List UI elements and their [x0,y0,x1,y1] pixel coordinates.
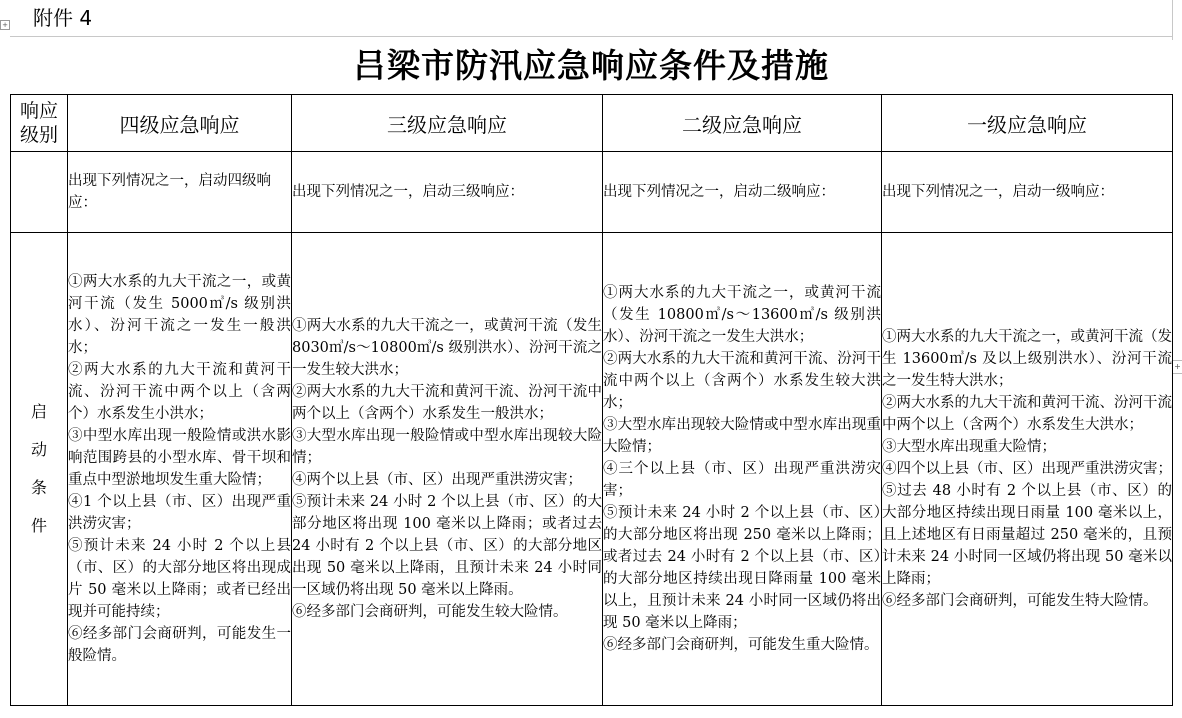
header-level-column [11,95,68,152]
intro-label-cell [11,152,68,233]
start-conditions-label [11,233,68,706]
condition-item: ⑤过去 48 小时有 2 个以上县（市、区）的大部分地区持续出现日雨量 100 毫米以上，且上述地区有日雨量超过 250 毫米的，且预计未来 24 小时同一区域仍将出现 50 毫米以上降雨； [882,483,1172,587]
intro-level-4: 出现下列情况之一，启动四级响应： [68,152,292,233]
condition-item: ②两大水系的九大干流和黄河干流、汾河干流中两个以上（含两个）水系发生较大洪水； [603,351,881,411]
condition-item: ①两大水系的九大干流之一，或黄河干流（发生 13600㎥/s 及以上级别洪水）、汾河干流之一发生特大洪水； [882,329,1172,389]
intro-level-3: 出现下列情况之一，启动三级响应： [292,152,603,233]
header-level-line-2: 级别 [19,124,58,146]
condition-item: ④四个以上县（市、区）出现严重洪涝灾害； [882,461,1172,477]
header-level-line-1: 响应 [19,100,58,122]
label-char-1: 启 [30,402,47,421]
condition-item: ⑤预计未来 24 小时 2 个以上县（市、区）的大部分地区将出现 100 毫米以上降雨；或者过去 24 小时有 2 个以上县（市、区）的大部分地区出现 50 毫米以上降雨，且预计未来 24 小时同一区域仍将出现 50 毫米以上降雨。 [292,494,602,598]
condition-item: ③大型水库出现较大险情或中型水库出现重大险情； [603,417,881,455]
header-level-1: 一级应急响应 [882,95,1173,152]
table-move-handle-icon[interactable]: + [0,20,10,30]
condition-item: ⑤预计未来 24 小时 2 个以上县（市、区）的大部分地区将出现成片 50 毫米以上降雨；或者已经出现并可能持续； [68,538,291,620]
condition-item: ③中型水库出现一般险情或洪水影响范围跨县的小型水库、骨干坝和重点中型淤地坝发生重大险情； [68,428,291,488]
conditions-level-4 [68,233,292,706]
condition-item: ④1 个以上县（市、区）出现严重洪涝灾害； [68,494,291,532]
intro-row [11,152,1173,233]
header-level-3: 三级应急响应 [292,95,603,152]
condition-item: ①两大水系的九大干流之一，或黄河干流（发生 10800㎥/s～13600㎥/s 级别洪水）、汾河干流之一发生大洪水； [603,285,881,345]
conditions-level-3 [292,233,603,706]
condition-item: ⑥经多部门会商研判，可能发生特大险情。 [882,593,1158,609]
condition-item: ②两大水系的九大干流和黄河干流、汾河干流中两个以上（含两个）水系发生小洪水； [68,362,291,422]
document-title: 吕梁市防汛应急响应条件及措施 [353,46,829,85]
page-divider [10,36,1172,37]
condition-item: ⑥经多部门会商研判，可能发生重大险情。 [603,637,879,653]
conditions-row [11,233,1173,706]
label-char-3: 条 [30,478,47,497]
condition-item: ②两大水系的九大干流和黄河干流、汾河干流中两个以上（含两个）水系发生一般洪水； [292,384,602,422]
condition-item: ①两大水系的九大干流之一，或黄河干流（发生 5000㎥/s 级别洪水）、汾河干流之一发生一般洪水； [68,274,291,356]
condition-item: ②两大水系的九大干流和黄河干流、汾河干流中两个以上（含两个）水系发生大洪水； [882,395,1172,433]
condition-item: ①两大水系的九大干流之一，或黄河干流（发生 8030㎥/s～10800㎥/s 级别洪水）、汾河干流之一发生较大洪水； [292,318,602,378]
label-char-2: 动 [30,440,47,459]
condition-item: ③大型水库出现一般险情或中型水库出现较大险情； [292,428,602,466]
intro-level-1: 出现下列情况之一，启动一级响应： [882,152,1173,233]
condition-item: ⑤预计未来 24 小时 2 个以上县（市、区）的大部分地区将出现 250 毫米以上降雨；或者过去 24 小时有 2 个以上县（市、区）的大部分地区持续出现日降雨量 100 毫米以上，且预计未来 24 小时同一区域仍将出现 50 毫米以上降雨； [603,505,881,631]
label-char-4: 件 [30,516,47,535]
attachment-label: 附件 4 [33,6,93,30]
header-level-4: 四级应急响应 [68,95,292,152]
response-table [10,94,1173,706]
table-header-row [11,95,1173,152]
condition-item: ④两个以上县（市、区）出现严重洪涝灾害； [292,472,582,488]
page-edge [1172,0,1173,40]
intro-level-2: 出现下列情况之一，启动二级响应： [603,152,882,233]
conditions-level-2 [603,233,882,706]
table-resize-handle-icon[interactable]: + [1172,360,1182,374]
condition-item: ④三个以上县（市、区）出现严重洪涝灾害； [603,461,881,499]
header-level-2: 二级应急响应 [603,95,882,152]
conditions-level-1 [882,233,1173,706]
condition-item: ⑥经多部门会商研判，可能发生较大险情。 [292,604,568,620]
condition-item: ⑥经多部门会商研判，可能发生一般险情。 [68,626,291,664]
condition-item: ③大型水库出现重大险情； [882,439,1056,455]
